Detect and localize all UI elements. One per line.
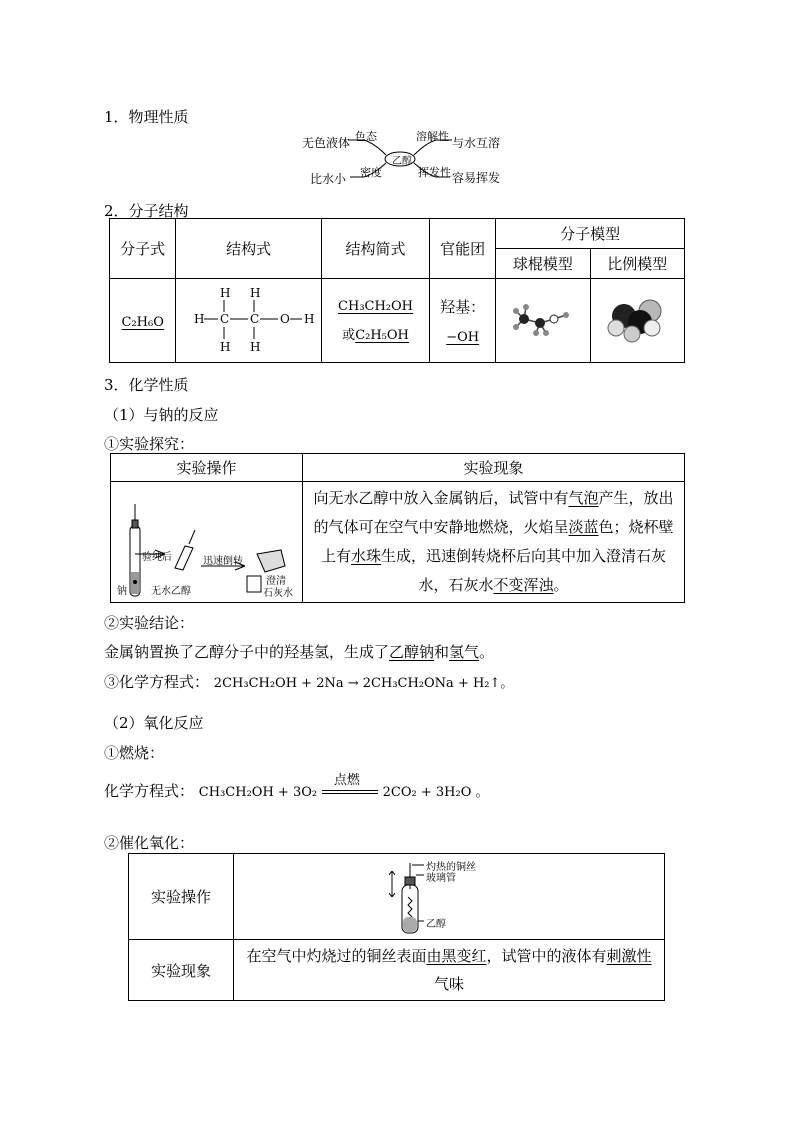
conclusion-blank-ethoxide: 乙醇钠 [389, 643, 435, 661]
phen-text: 产生，放出的气体可在空气中安静地燃烧，火焰呈 [313, 489, 674, 536]
simple-value2: C₂H₅OH [355, 327, 409, 343]
structural-formula [184, 281, 314, 357]
hdr-group: 官能团 [430, 219, 496, 279]
group-value: −OH [446, 330, 480, 345]
burn-eq-arrow [322, 773, 378, 799]
atom-h: H [249, 285, 261, 300]
hdr-scale: 比例模型 [590, 249, 684, 279]
fig-label-ethanol: 无水乙醇 [151, 586, 191, 597]
conclusion-label: ②实验结论： [104, 614, 195, 632]
burn-eq-condition: 点燃 [333, 773, 360, 788]
phen-text: 生成，迅速倒转烧杯后向其中加入澄清石灰水，石灰水 [381, 547, 667, 594]
fig-label-after: 验纯后 [142, 552, 172, 563]
cat-phen-blank-color: 由黑变红 [426, 947, 487, 965]
phen-blank-bubbles: 气泡 [568, 489, 599, 507]
space-filling-model-image [602, 294, 672, 344]
phen-text: 向无水乙醇中放入金属钠后，试管中有 [313, 489, 569, 507]
mindmap-bl-value: 比水小 [310, 172, 347, 186]
sub1-title: （1）与钠的反应 [104, 406, 219, 424]
equation-label: ③化学方程式： [104, 673, 210, 691]
section2-title: 2．分子结构 [104, 202, 189, 220]
hdr-simple: 结构简式 [321, 219, 429, 279]
sodium-apparatus-figure [111, 484, 301, 600]
mindmap-tr-edge: 溶解性 [416, 130, 449, 143]
op-header: 实验操作 [111, 454, 303, 482]
atom-h: H [219, 339, 231, 354]
op-figure-cell [111, 482, 303, 603]
mindmap-tr-value: 与水互溶 [452, 136, 501, 150]
atom-o: O [279, 311, 290, 326]
atom-c: C [249, 311, 259, 326]
cat-figure-cell [234, 854, 665, 940]
conclusion-text [104, 641, 494, 662]
fig-label-tube: 玻璃管 [426, 872, 456, 884]
cat-phen-text: ，试管中的液体有 [486, 947, 607, 965]
section1-title: 1．物理性质 [104, 108, 189, 126]
burn-eq-label: 化学方程式： [104, 782, 195, 800]
fig-label-na: 钠 [117, 586, 127, 597]
scale-model-cell [590, 279, 684, 363]
catalytic-table [128, 853, 665, 1001]
fig-label-invert: 迅速倒转 [203, 556, 243, 567]
eq-line-top [322, 790, 378, 791]
group-label: 羟基： [440, 298, 486, 316]
sodium-equation: 2CH₃CH₂OH + 2Na → 2CH₃CH₂ONa + H₂↑。 [213, 676, 514, 691]
fig-label-limewater2: 石灰水 [263, 588, 293, 599]
eq-line-bottom [322, 793, 378, 794]
hdr-ball: 球棍模型 [496, 249, 590, 279]
atom-c: C [219, 311, 229, 326]
ball-model-cell [496, 279, 590, 363]
mindmap-tl-edge: 色态 [355, 130, 377, 143]
phen-header: 实验现象 [303, 454, 685, 482]
phen-text: 色；烧杯壁上有 [320, 518, 674, 565]
phen-blank-notcloudy: 不变浑浊 [493, 576, 554, 594]
atom-h: H [303, 311, 314, 326]
hdr-model: 分子模型 [496, 219, 685, 249]
fig-label-copper: 灼热的铜丝 [426, 861, 476, 873]
mindmap-bl-edge: 密度 [360, 166, 382, 179]
conclusion-blank-hydrogen: 氢气 [449, 643, 480, 661]
section3-title: 3．化学性质 [104, 376, 189, 394]
conclusion-part: 金属钠置换了乙醇分子中的羟基氢，生成了 [104, 643, 390, 661]
mindmap [300, 128, 500, 184]
hdr-formula: 分子式 [110, 219, 176, 279]
fig-label-limewater1: 澄清 [266, 576, 286, 587]
structure-table [109, 218, 685, 363]
mindmap-br-edge: 挥发性 [418, 166, 451, 179]
atom-h: H [193, 311, 205, 326]
cat-phen-text: 气味 [433, 975, 464, 993]
atom-h: H [249, 339, 261, 354]
formula-value: C₂H₆O [121, 314, 164, 330]
burn-eq-left: CH₃CH₂OH + 3O₂ [198, 785, 318, 800]
formula-cell [110, 279, 176, 363]
hdr-structural: 结构式 [176, 219, 322, 279]
group-cell [430, 279, 496, 363]
cat-phen-blank-odor: 刺激性 [606, 947, 652, 965]
mindmap-center: 乙醇 [392, 156, 412, 167]
cat-phen-text: 在空气中灼烧过的铜丝表面 [246, 947, 427, 965]
phen-cell [303, 482, 685, 603]
simple-value1: CH₃CH₂OH [338, 298, 414, 314]
burn-eq-right: 2CO₂ + 3H₂O 。 [382, 785, 489, 800]
phen-text: 。 [553, 576, 569, 594]
explore-label: ①实验探究： [104, 435, 195, 453]
conclusion-part: 和 [434, 643, 450, 661]
cat-op-label: 实验操作 [129, 854, 234, 940]
simple-cell [321, 279, 429, 363]
conclusion-part: 。 [479, 643, 495, 661]
sodium-experiment-table [110, 453, 685, 603]
burn-label: ①燃烧： [104, 744, 165, 762]
phen-blank-lightblue: 淡蓝 [568, 518, 599, 536]
fig-label-ethanol2: 乙醇 [426, 918, 446, 930]
sub2-title: （2）氧化反应 [104, 714, 204, 732]
equation-line [104, 671, 513, 692]
cat-phen-cell [234, 940, 665, 1001]
simple-prefix: 或 [342, 327, 356, 343]
phen-blank-droplets: 水珠 [350, 547, 381, 565]
cat-phen-label: 实验现象 [129, 940, 234, 1001]
burn-equation-line [104, 773, 489, 801]
structural-cell [176, 279, 322, 363]
atom-h: H [219, 285, 231, 300]
ball-stick-model-image [508, 299, 578, 339]
catalytic-label: ②催化氧化： [104, 834, 195, 852]
copper-wire-figure [384, 857, 514, 937]
mindmap-tl-value: 无色液体 [302, 136, 351, 150]
mindmap-br-value: 容易挥发 [452, 171, 501, 185]
